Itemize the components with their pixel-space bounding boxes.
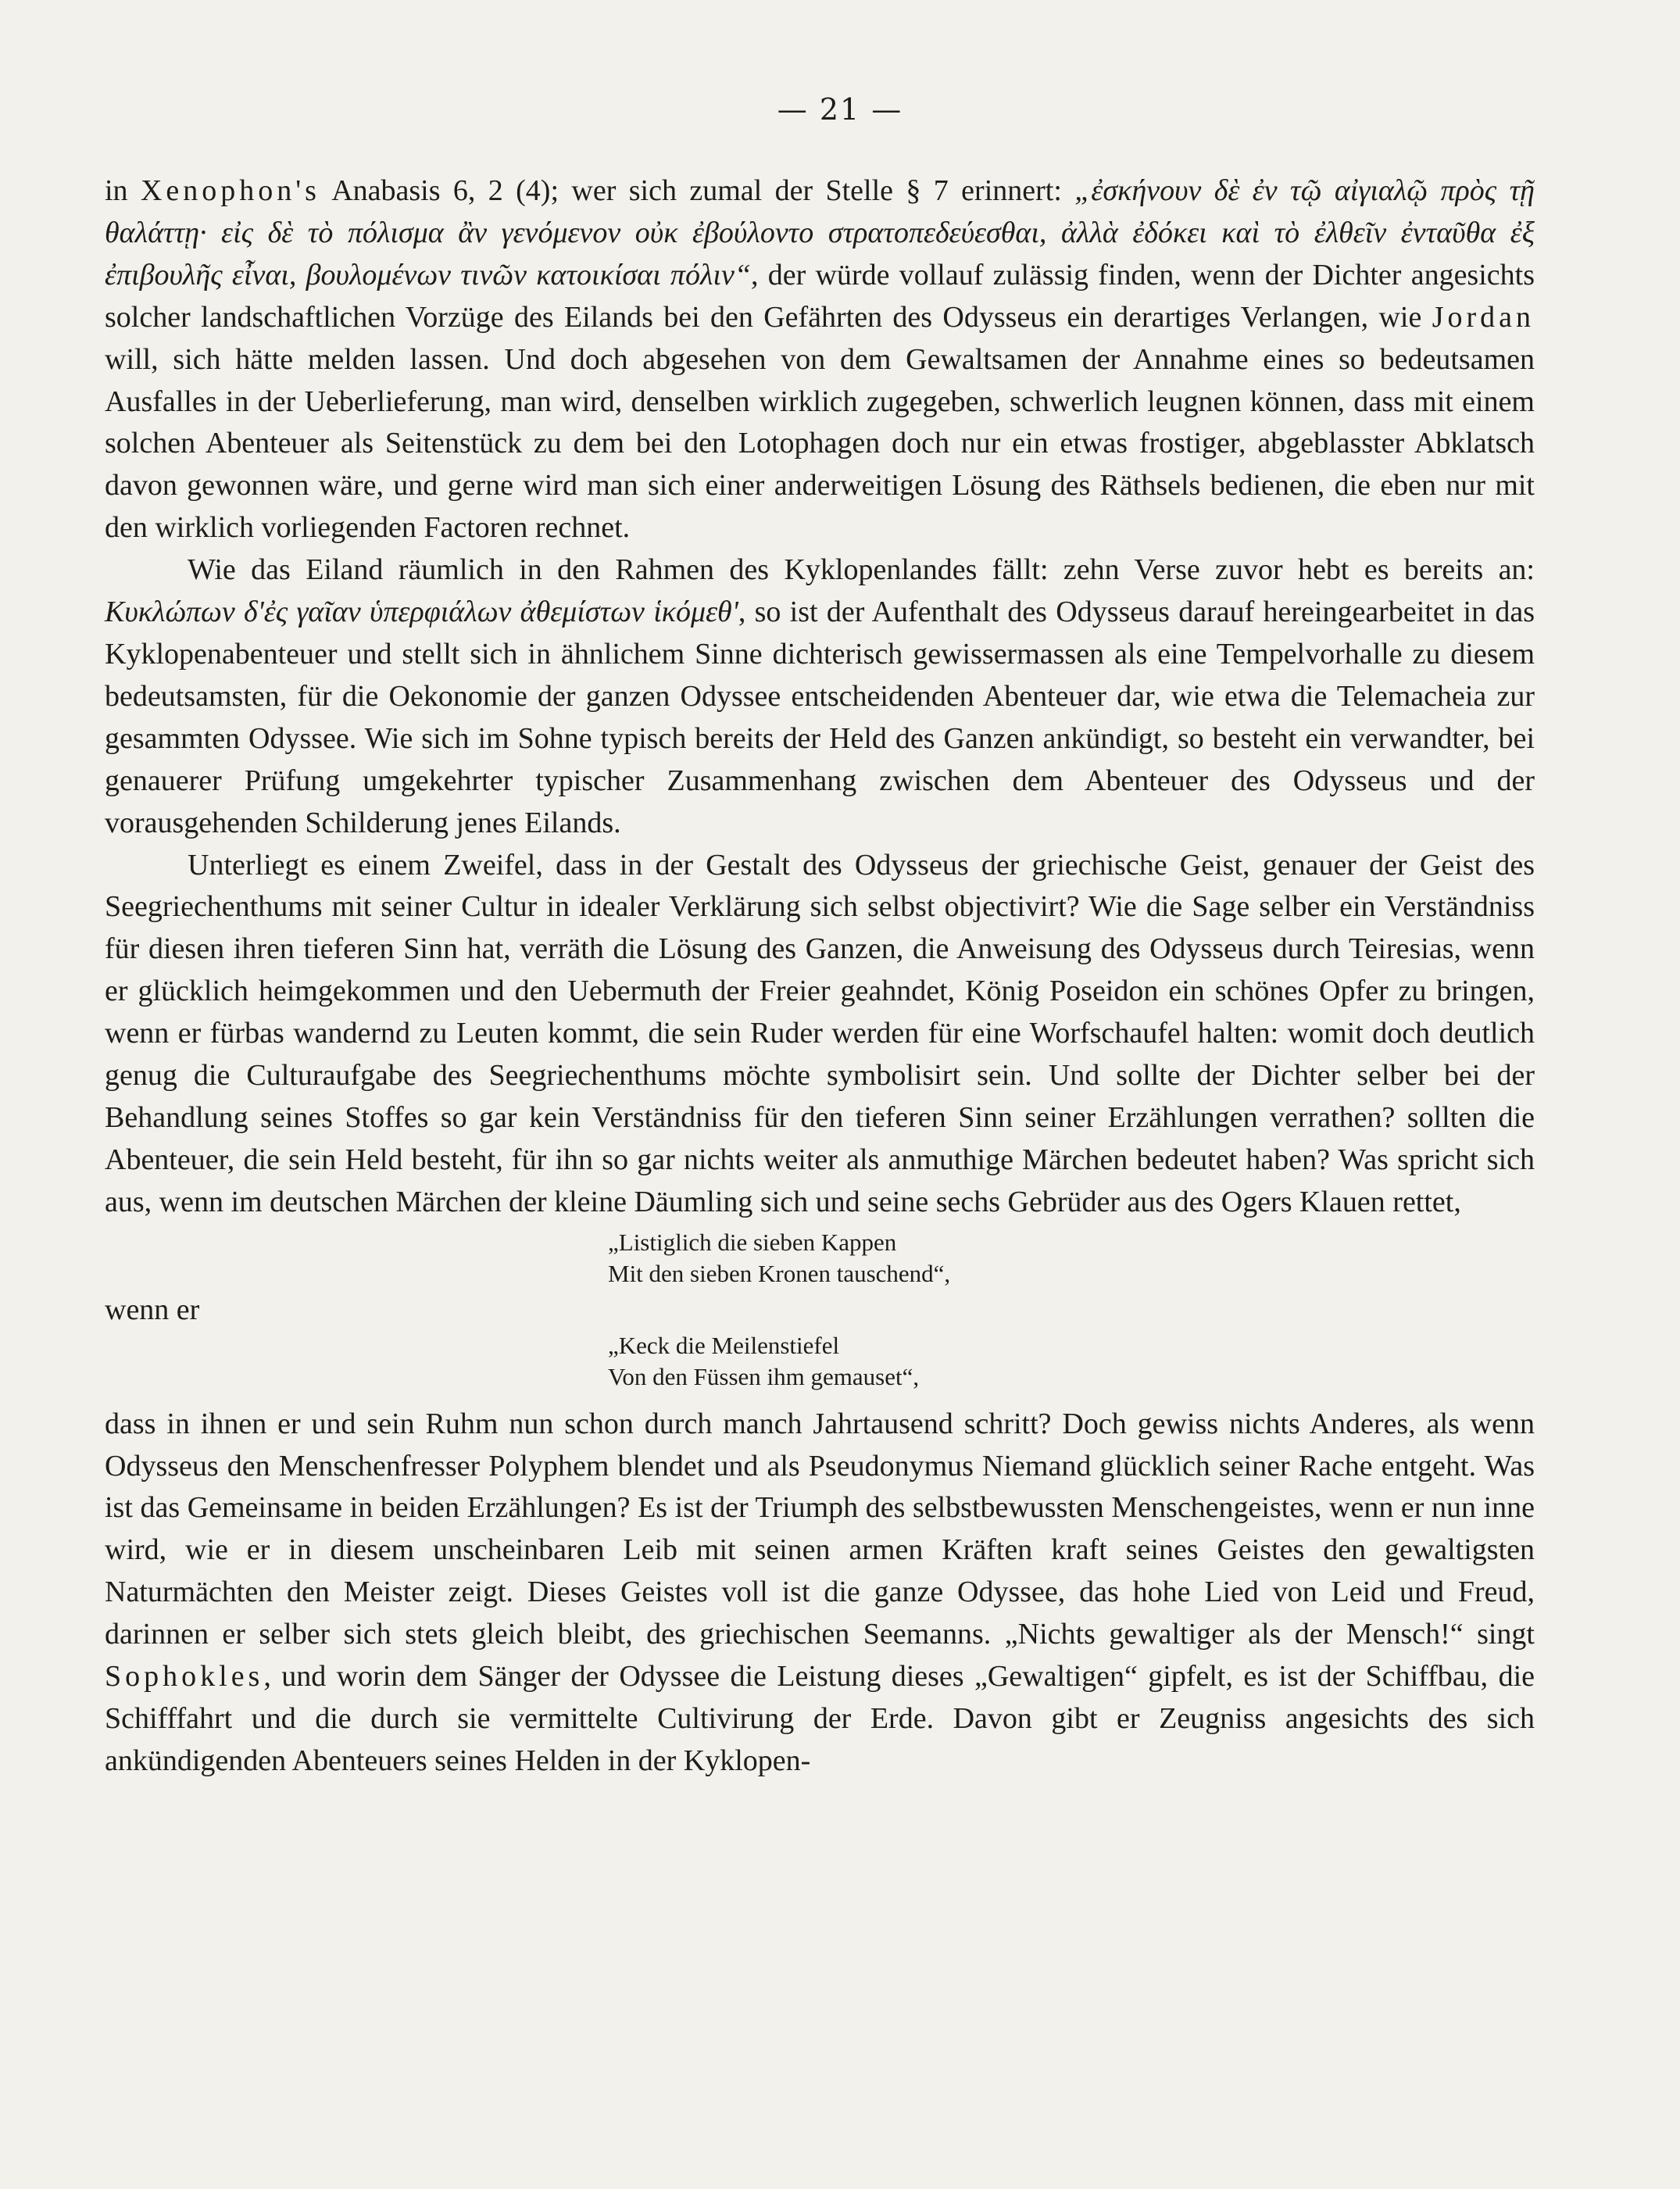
verse-quotation-block (105, 1227, 1535, 1404)
verse-line: Mit den sieben Kronen tauschend“, (608, 1259, 951, 1287)
paragraph-2-part-b: , so ist der Aufenthalt des Odysseus darauf hereingearbeitet in das Kyklopenabenteuer und stellt sich in ähnlichem Sinne dichterisch gewissermassen als eine Tempelvorhalle zu diesem bedeutsamsten, für die Oekonomie der ganzen Odyssee entscheidenden Abenteuer dar, wie etwa die Telemacheia zur gesammten Odyssee. Wie sich im Sohne typisch bereits der Held des Ganzen ankündigt, so besteht ein verwandter, bei genauerer Prüfung umgekehrter typischer Zusammenhang zwischen dem Abenteuer des Odysseus und der vorausgehenden Schilderung jenes Eilands. (105, 596, 1535, 839)
paragraph-1-part-c: , der würde vollauf zulässig finden, wenn der Dichter angesichts solcher landschaftlichen Vorzüge des Eilands bei den Gefährten des Odysseus ein derartiges Verlangen, wie (105, 258, 1535, 334)
paragraph-1-part-a: in (105, 174, 141, 207)
paragraph-2 (105, 549, 1535, 844)
greek-quotation-odyssey: Κυκλώπων δ'ἐς γαῖαν ὑπερφιάλων ἀθεμίστων ἱκόμεθ' (105, 596, 738, 629)
greek-quotation-anabasis: „ἐσκήνουν δὲ ἐν τῷ αἰγιαλῷ πρὸς τῇ θαλάττῃ· εἰς δὲ τὸ πόλισμα ἂν γενόμενον οὐκ ἐβούλοντο στρατοπεδεύεσθαι, ἀλλὰ ἐδόκει καὶ τὸ ἐλθεῖν ἐνταῦθα ἐξ ἐπιβουλῆς εἶναι, βουλομένων τινῶν κατοικίσαι πόλιν“ (105, 174, 1535, 292)
paragraph-1-part-b: Anabasis 6, 2 (4); wer sich zumal der Stelle § 7 erinnert: (320, 174, 1075, 207)
verse-quotation-1 (608, 1227, 950, 1289)
verse-line: „Keck die Meilenstiefel (608, 1331, 840, 1359)
verse-line: „Listiglich die sieben Kappen (608, 1228, 897, 1256)
author-name-sophokles: Sophokles (105, 1660, 264, 1694)
body-text (105, 170, 1535, 1783)
paragraph-4-part-b: , und worin dem Sänger der Odyssee die Leistung dieses „Gewaltigen“ gipfelt, es ist der Schiffbau, die Schifffahrt und die durch sie vermittelte Cultivirung der Erde. Davon gibt er Zeugniss angesichts des sich ankündigenden Abenteuers seines Helden in der Kyklopen- (105, 1660, 1535, 1777)
connecting-phrase: wenn er (105, 1293, 200, 1326)
author-name-xenophon: Xenophon's (140, 174, 320, 207)
page-number: — 21 — (777, 92, 903, 127)
verse-quotation-2 (608, 1330, 919, 1393)
verse-line: Von den Füssen ihm gemauset“, (608, 1362, 920, 1390)
paragraph-1-part-d: will, sich hätte melden lassen. Und doch abgesehen von dem Gewaltsamen der Annahme eines so bedeutsamen Ausfalles in der Ueberlieferung, man wird, denselben wirklich zugegeben, schwerlich leugnen können, dass mit einem solchen Abenteuer als Seitenstück zu dem bei den Lotophagen doch nur ein etwas frostiger, abgeblasster Abklatsch davon gewonnen wäre, und gerne wird man sich einer anderweitigen Lösung des Räthsels bedienen, die eben nur mit den wirklich vorliegenden Factoren rechnet. (105, 342, 1535, 545)
author-name-jordan: Jordan (1432, 300, 1535, 334)
paragraph-2-part-a: Wie das Eiland räumlich in den Rahmen des Kyklopenlandes fällt: zehn Verse zuvor hebt es bereits an: (188, 553, 1535, 587)
paragraph-4 (105, 1404, 1535, 1783)
paragraph-4-part-a: dass in ihnen er und sein Ruhm nun schon durch manch Jahrtausend schritt? Doch gewiss nichts Anderes, als wenn Odysseus den Menschenfresser Polyphem blendet und als Pseudonymus Niemand glücklich seiner Rache entgeht. Was ist das Gemeinsame in beiden Erzählungen? Es ist der Triumph des selbstbewussten Menschengeistes, wenn er nun inne wird, wie er in diesem unscheinbaren Leib mit seinen armen Kräften kraft seines Geistes den gewaltigsten Naturmächten den Meister zeigt. Dieses Geistes voll ist die ganze Odyssee, das hohe Lied von Leid und Freud, darinnen er selber sich stets gleich bleibt, des griechischen Seemanns. „Nichts gewaltiger als der Mensch!“ singt (105, 1407, 1535, 1651)
paragraph-3: Unterliegt es einem Zweifel, dass in der Gestalt des Odysseus der griechische Geist, genauer der Geist des Seegriechenthums mit seiner Cultur in idealer Verklärung sich selbst objectivirt? Wie die Sage selber ein Verständniss für diesen ihren tieferen Sinn hat, verräth die Lösung des Ganzen, die Anweisung des Odysseus durch Teiresias, wenn er glücklich heimgekommen und den Uebermuth der Freier geahndet, König Poseidon ein schönes Opfer zu bringen, wenn er fürbas wandernd zu Leuten kommt, die sein Ruder werden für eine Worfschaufel halten: womit doch deutlich genug die Culturaufgabe des Seegriechenthums möchte symbolisirt sein. Und sollte der Dichter selber bei der Behandlung seines Stoffes so gar kein Verständniss für den tieferen Sinn seiner Erzählungen verrathen? sollten die Abenteuer, die sein Held besteht, für ihn so gar nichts weiter als anmuthige Märchen bedeutet haben? Was spricht sich aus, wenn im deutschen Märchen der kleine Däumling sich und seine sechs Gebrüder aus des Ogers Klauen rettet, (105, 848, 1535, 1218)
paragraph-1 (105, 170, 1535, 549)
